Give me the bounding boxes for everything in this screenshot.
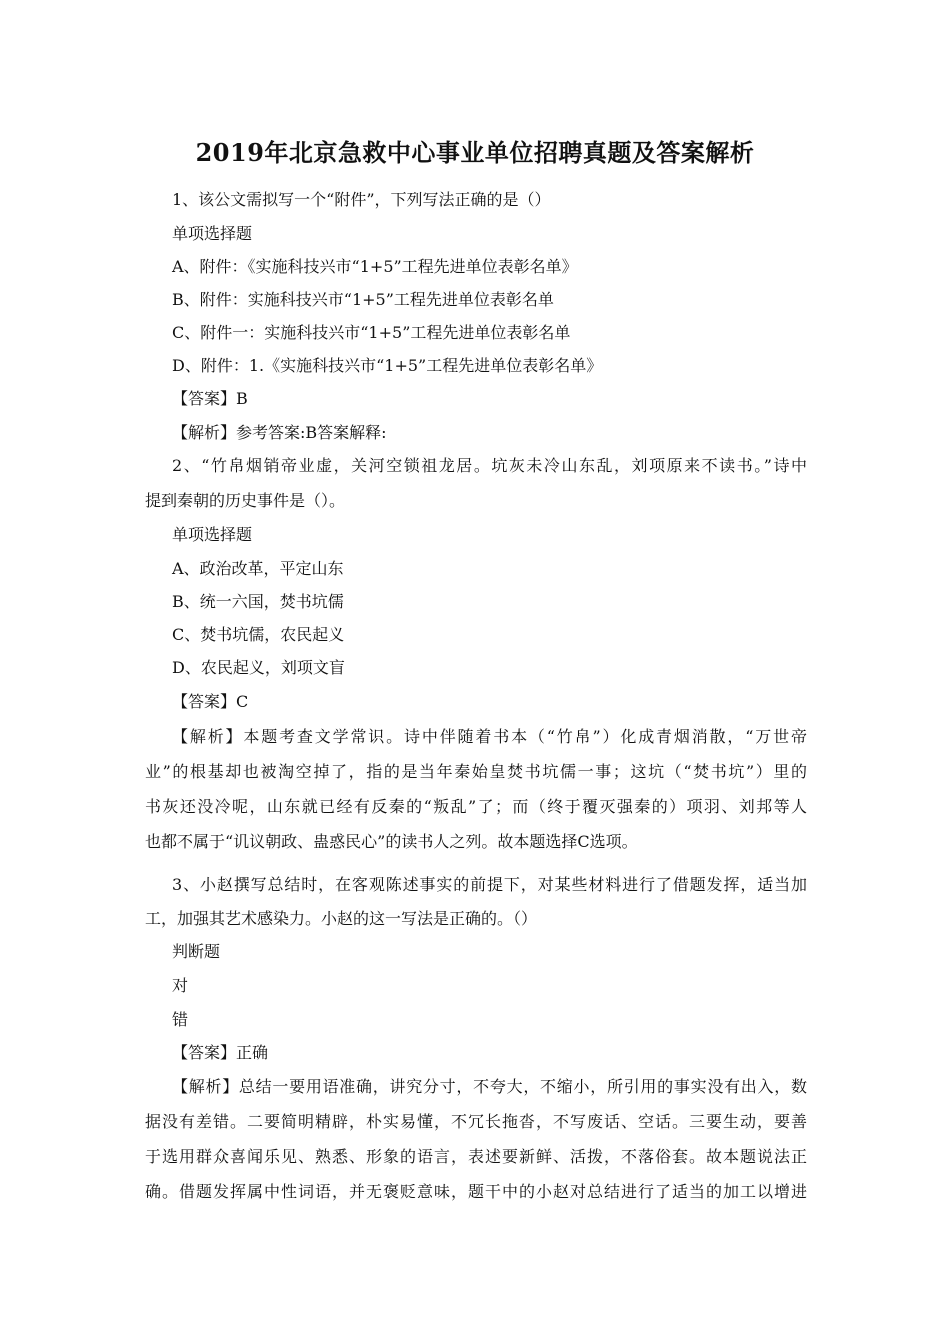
q1-option-d: D、附件：1.《实施科技兴市“1+5”工程先进单位表彰名单》 — [172, 356, 603, 375]
q2-type: 单项选择题 — [172, 525, 253, 544]
q3-option-false: 错 — [172, 1010, 189, 1029]
q2-option-b: B、统一六国，焚书坑儒 — [172, 592, 344, 611]
q3-option-true: 对 — [172, 976, 189, 995]
q3-type: 判断题 — [172, 942, 221, 961]
q2-stem-line-1: 2、“竹帛烟销帝业虚，关河空锁祖龙居。坑灰未冷山东乱，刘项原来不读书。”诗中 — [172, 456, 807, 475]
q2-answer: 【答案】C — [172, 692, 249, 711]
q1-type: 单项选择题 — [172, 224, 253, 243]
q1-answer: 【答案】B — [172, 389, 248, 408]
q1-option-b: B、附件：实施科技兴市“1+5”工程先进单位表彰名单 — [172, 290, 554, 309]
q2-stem-line-2: 提到秦朝的历史事件是（）。 — [145, 491, 346, 510]
q2-analysis-line-1: 【解析】本题考查文学常识。诗中伴随着书本（“竹帛”）化成青烟消散，“万世帝 — [172, 727, 807, 746]
q2-option-a: A、政治改革，平定山东 — [172, 559, 344, 578]
q1-option-c: C、附件一：实施科技兴市“1+5”工程先进单位表彰名单 — [172, 323, 571, 342]
q2-option-d: D、农民起义，刘项文盲 — [172, 658, 345, 677]
q3-analysis-line-4: 确。借题发挥属中性词语，并无褒贬意味，题干中的小赵对总结进行了适当的加工以增进 — [145, 1182, 807, 1201]
q3-analysis-line-2: 据没有差错。二要简明精辟，朴实易懂，不冗长拖沓，不写废话、空话。三要生动，要善 — [145, 1112, 807, 1131]
q3-stem-line-1: 3、小赵撰写总结时，在客观陈述事实的前提下，对某些材料进行了借题发挥，适当加 — [172, 875, 807, 894]
q2-option-c: C、焚书坑儒，农民起义 — [172, 625, 345, 644]
q3-stem-line-2: 工，加强其艺术感染力。小赵的这一写法是正确的。（） — [145, 909, 538, 928]
q2-analysis-line-3: 书灰还没冷呢，山东就已经有反秦的“叛乱”了；而（终于覆灭强秦的）项羽、刘邦等人 — [145, 797, 807, 816]
q2-analysis-line-4: 也都不属于“讥议朝政、蛊惑民心”的读书人之列。故本题选择C选项。 — [145, 832, 638, 851]
q3-analysis-line-3: 于选用群众喜闻乐见、熟悉、形象的语言，表述要新鲜、活拨，不落俗套。故本题说法正 — [145, 1147, 807, 1166]
q1-analysis: 【解析】参考答案:B答案解释: — [172, 423, 387, 442]
q2-analysis-line-2: 业”的根基却也被淘空掉了，指的是当年秦始皇焚书坑儒一事；这坑（“焚书坑”）里的 — [145, 762, 807, 781]
q3-analysis-line-1: 【解析】总结一要用语准确，讲究分寸，不夸大，不缩小，所引用的事实没有出入，数 — [172, 1077, 807, 1096]
q1-option-a: A、附件：《实施科技兴市“1+5”工程先进单位表彰名单》 — [172, 257, 578, 276]
document-title: 2019年北京急救中心事业单位招聘真题及答案解析 — [195, 138, 755, 167]
q1-stem: 1、该公文需拟写一个“附件”，下列写法正确的是（） — [172, 190, 551, 209]
q3-answer: 【答案】正确 — [172, 1043, 269, 1062]
